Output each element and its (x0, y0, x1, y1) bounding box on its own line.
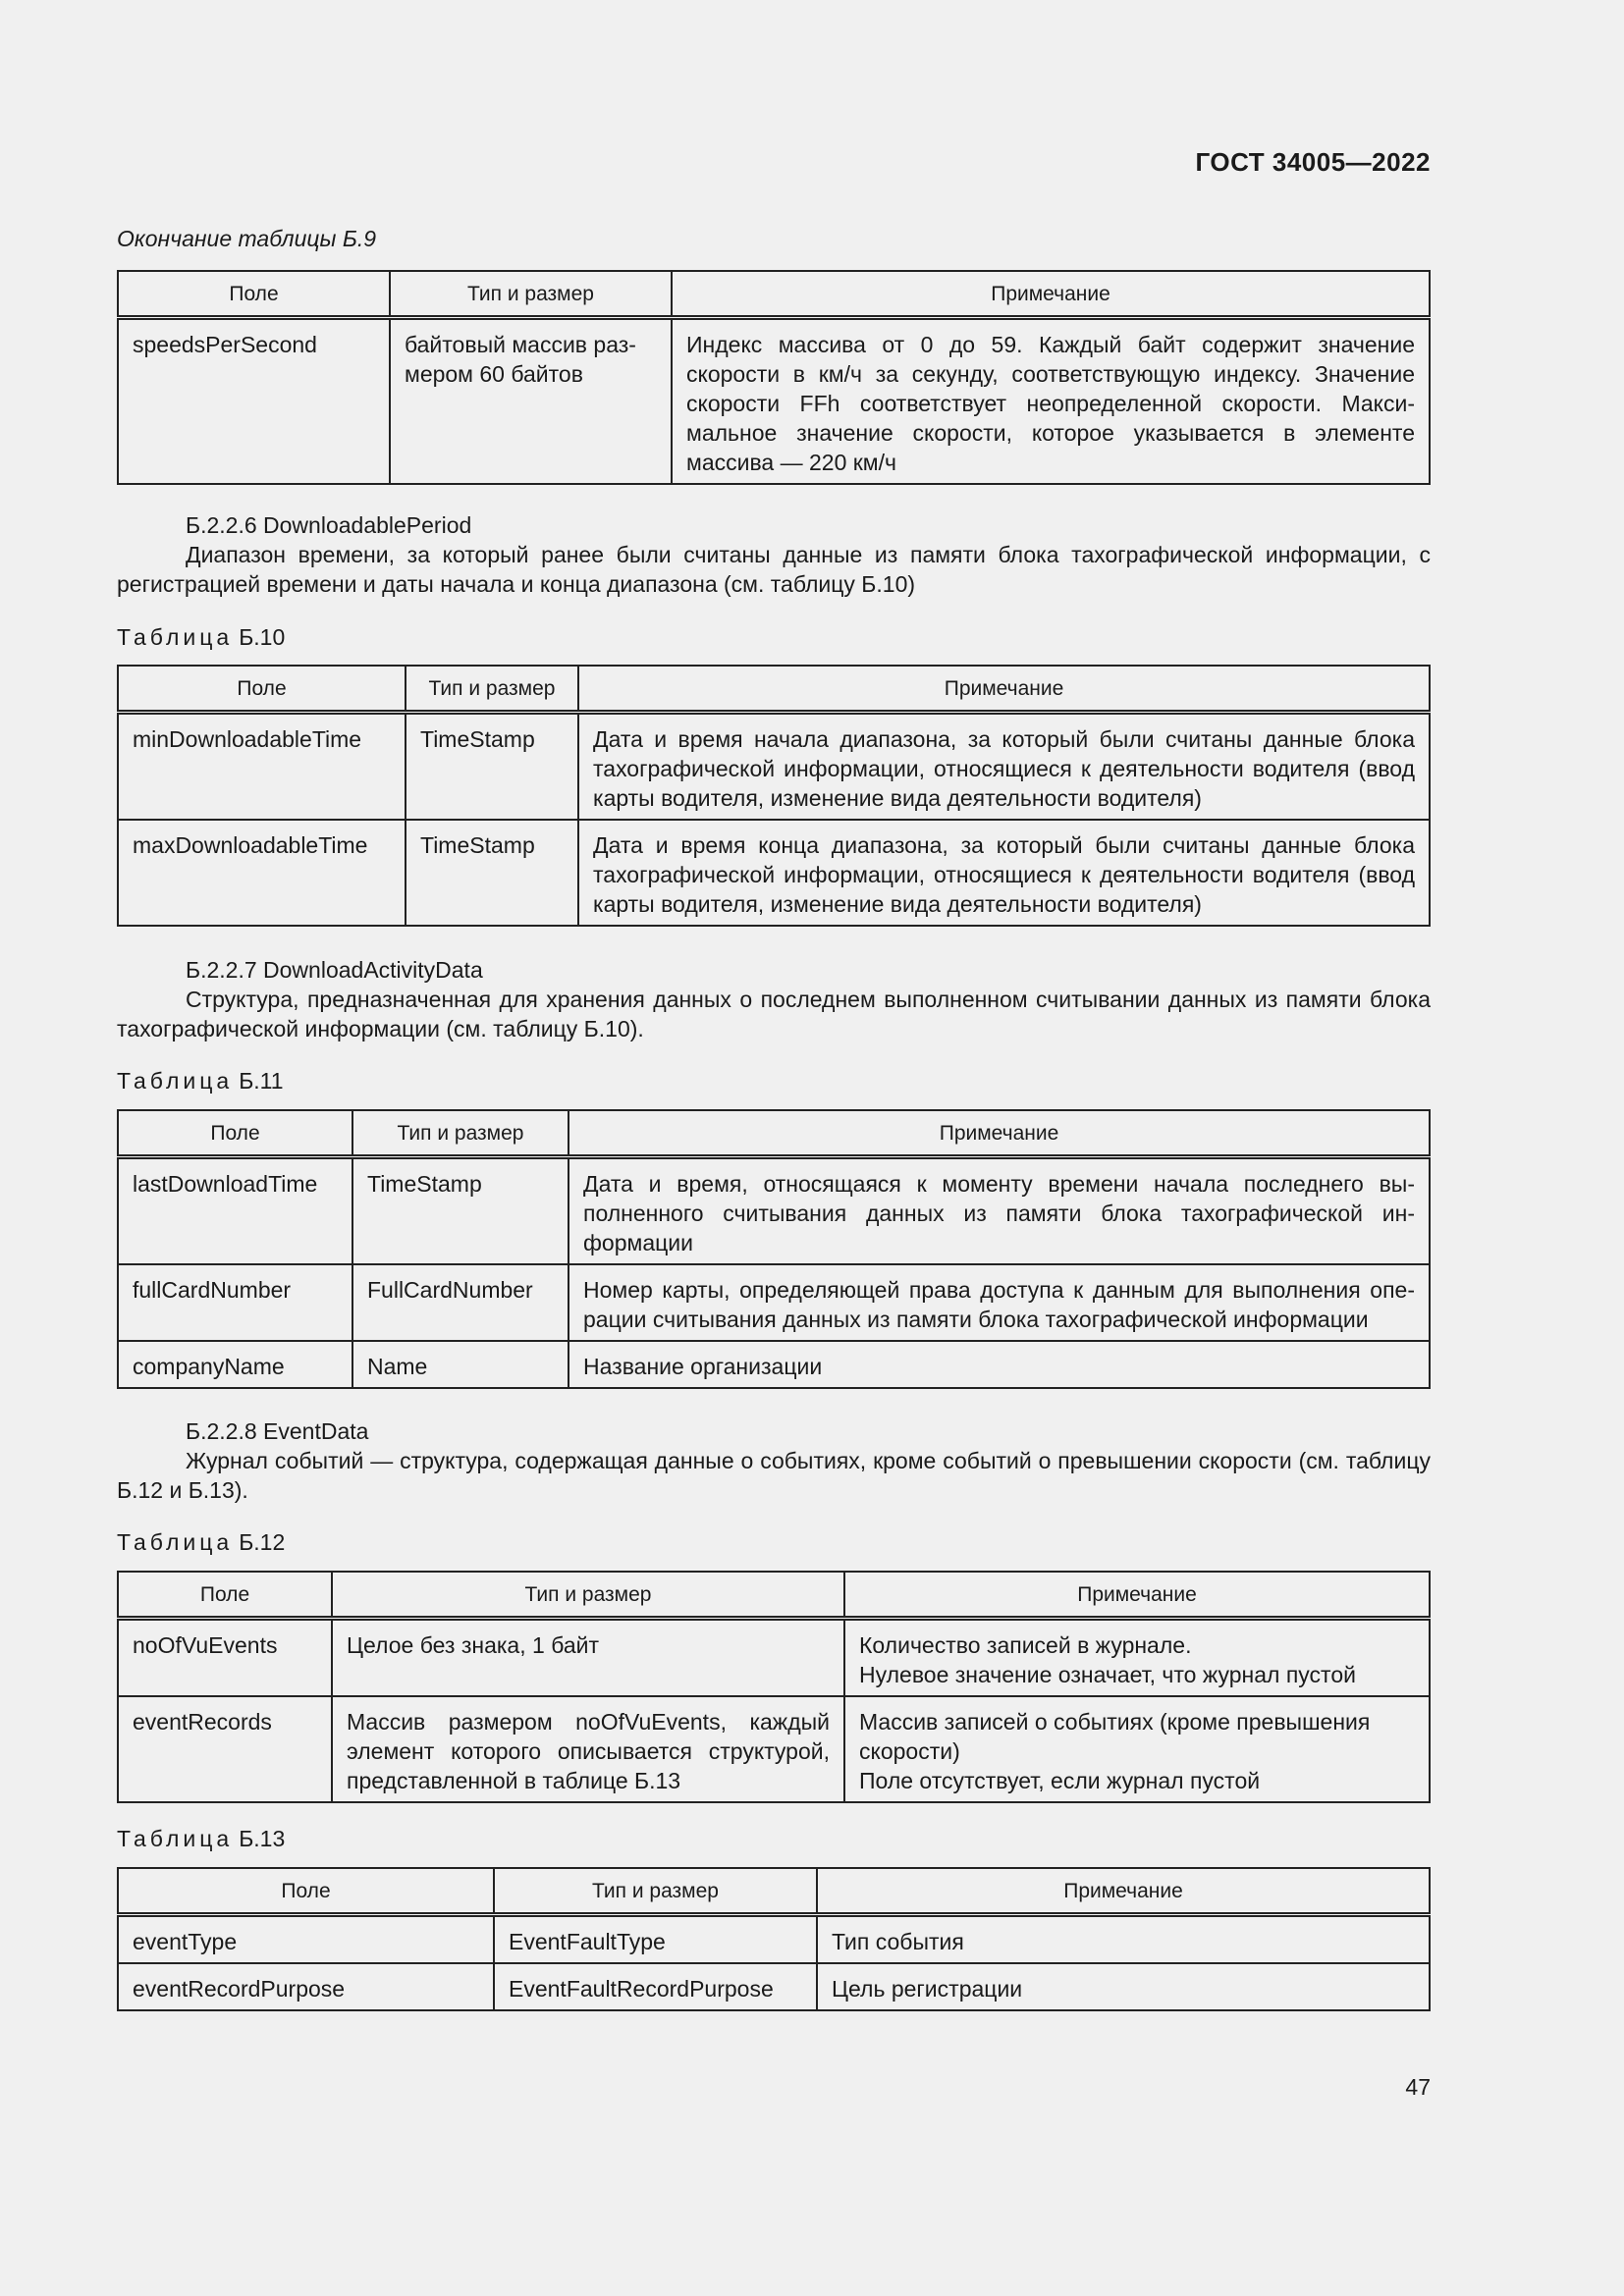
cell-note: Номер карты, определяющей права доступа к данным для выполнения операции считывания данных из памяти блока тахографической информации (568, 1264, 1430, 1341)
cell-type: EventFaultType (494, 1915, 817, 1964)
caption-number: Б.12 (239, 1529, 286, 1555)
table-row (118, 1157, 1430, 1265)
cell-note: Цель регистрации (817, 1963, 1430, 2010)
cell-field: speedsPerSecond (118, 318, 390, 485)
caption-word: Таблица (117, 1826, 234, 1851)
table-header-row (118, 1110, 1430, 1157)
table-row (118, 1696, 1430, 1802)
caption-number: Б.10 (239, 624, 286, 650)
table-caption-b11 (117, 1068, 284, 1095)
cell-type: Целое без знака, 1 байт (332, 1619, 844, 1697)
section-b228 (117, 1416, 1431, 1505)
caption-word: Таблица (117, 1529, 234, 1555)
section-b226 (117, 510, 1431, 599)
table-row (118, 1915, 1430, 1964)
cell-type: TimeStamp (352, 1157, 568, 1265)
note-line: Массив записей о событиях (кроме превышения скорости) (859, 1709, 1371, 1764)
col-header-field: Поле (118, 1572, 332, 1619)
cell-field: minDownloadableTime (118, 713, 406, 821)
cell-note: Дата и время начала диапазона, за который были считаны данные блока тахографической информации, относящиеся к деятельности водителя (ввод карты водителя, изменение вида деятельности водителя) (578, 713, 1430, 821)
table-row (118, 713, 1430, 821)
section-text: Структура, предназначенная для хранения данных о последнем выполненном считывании данных из памяти блока тахографической информации (см. таблицу Б.10). (117, 987, 1431, 1041)
note-line: Количество записей в журнале. (859, 1632, 1192, 1658)
table-header-row (118, 1868, 1430, 1915)
cell-field: eventRecords (118, 1696, 332, 1802)
table-row (118, 1264, 1430, 1341)
table-b13 (117, 1867, 1431, 2011)
caption-number: Б.11 (239, 1068, 284, 1094)
cell-note (844, 1619, 1430, 1697)
caption-word: Таблица (117, 1068, 234, 1094)
standard-header: ГОСТ 34005—2022 (1195, 147, 1431, 177)
table-row (118, 820, 1430, 926)
page-number: 47 (1405, 2074, 1431, 2100)
section-heading: Б.2.2.7 DownloadActivityData (186, 957, 483, 983)
cell-type: TimeStamp (406, 713, 578, 821)
section-text: Журнал событий — структура, содержащая данные о событиях, кроме событий о превышении скорости (см. таблицу Б.12 и Б.13). (117, 1448, 1431, 1503)
col-header-note: Примечание (568, 1110, 1430, 1157)
cell-note: Дата и время конца диапазона, за который были считаны данные блока тахографической информации, относящиеся к деятельности водителя (ввод карты водителя, изменение вида деятельности водителя) (578, 820, 1430, 926)
cell-type: EventFaultRecordPurpose (494, 1963, 817, 2010)
cell-note: Дата и время, относящаяся к моменту времени начала последнего выполненного считывания данных из памяти блока тахографической информации (568, 1157, 1430, 1265)
table-header-row (118, 271, 1430, 318)
cell-field: eventType (118, 1915, 494, 1964)
caption-word: Таблица (117, 624, 234, 650)
cell-field: lastDownloadTime (118, 1157, 352, 1265)
col-header-type: Тип и размер (390, 271, 672, 318)
cell-note: Индекс массива от 0 до 59. Каждый байт содержит значение скорости в км/ч за секунду, соответствующую индексу. Значение скорости FFh соответствует неопределенной скорости. Максимальное значение скорости, которое указывается в элементе массива — 220 км/ч (672, 318, 1430, 485)
cell-type: FullCardNumber (352, 1264, 568, 1341)
note-line: Поле отсутствует, если журнал пустой (859, 1768, 1261, 1793)
cell-type: TimeStamp (406, 820, 578, 926)
cell-type: Массив размером noOfVuEvents, каждый элемент которого описывается структурой, представленной в таблице Б.13 (332, 1696, 844, 1802)
col-header-field: Поле (118, 1110, 352, 1157)
table-row (118, 1619, 1430, 1697)
cell-field: companyName (118, 1341, 352, 1388)
col-header-field: Поле (118, 271, 390, 318)
cell-note (844, 1696, 1430, 1802)
cell-field: fullCardNumber (118, 1264, 352, 1341)
col-header-note: Примечание (578, 666, 1430, 713)
continuation-caption: Окончание таблицы Б.9 (117, 226, 377, 251)
table-b9 (117, 270, 1431, 485)
cell-type: Name (352, 1341, 568, 1388)
cell-field: noOfVuEvents (118, 1619, 332, 1697)
col-header-note: Примечание (844, 1572, 1430, 1619)
table-row (118, 1963, 1430, 2010)
table-caption-b10 (117, 624, 285, 651)
cell-note: Название организации (568, 1341, 1430, 1388)
table-header-row (118, 1572, 1430, 1619)
col-header-field: Поле (118, 1868, 494, 1915)
table-caption-b12 (117, 1529, 285, 1556)
col-header-note: Примечание (672, 271, 1430, 318)
table-b11 (117, 1109, 1431, 1389)
cell-field: maxDownloadableTime (118, 820, 406, 926)
table-header-row (118, 666, 1430, 713)
table-row (118, 1341, 1430, 1388)
col-header-type: Тип и размер (352, 1110, 568, 1157)
cell-note: Тип события (817, 1915, 1430, 1964)
section-heading: Б.2.2.6 DownloadablePeriod (186, 512, 472, 538)
section-heading: Б.2.2.8 EventData (186, 1418, 369, 1444)
col-header-type: Тип и размер (406, 666, 578, 713)
table-caption-b13 (117, 1826, 285, 1852)
table-b12 (117, 1571, 1431, 1803)
section-text: Диапазон времени, за который ранее были считаны данные из памяти блока тахографической информации, с регистрацией времени и даты начала и конца диапазона (см. таблицу Б.10) (117, 542, 1431, 597)
table-row (118, 318, 1430, 485)
cell-field: eventRecordPurpose (118, 1963, 494, 2010)
col-header-field: Поле (118, 666, 406, 713)
section-b227 (117, 955, 1431, 1043)
col-header-type: Тип и размер (494, 1868, 817, 1915)
col-header-type: Тип и размер (332, 1572, 844, 1619)
col-header-note: Примечание (817, 1868, 1430, 1915)
cell-type: байтовый массив размером 60 байтов (390, 318, 672, 485)
table-b10 (117, 665, 1431, 927)
note-line: Нулевое значение означает, что журнал пустой (859, 1662, 1356, 1687)
caption-number: Б.13 (239, 1826, 286, 1851)
